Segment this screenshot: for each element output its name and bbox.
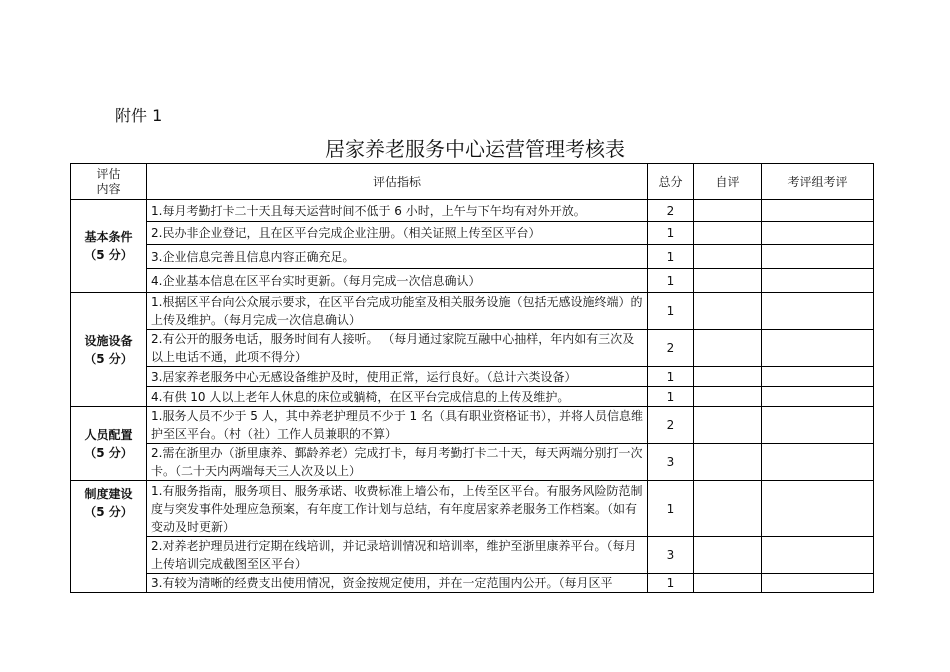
score-cell: 2 bbox=[648, 407, 694, 444]
attachment-label: 附件 1 bbox=[115, 106, 163, 125]
section-systems: 制度建设 （5 分） bbox=[71, 481, 147, 593]
table-row bbox=[71, 245, 874, 269]
indicator-cell: 3.居家养老服务中心无感设备维护及时，使用正常，运行良好。（总计六类设备） bbox=[147, 367, 648, 387]
score-cell: 1 bbox=[648, 222, 694, 245]
table-row bbox=[71, 367, 874, 387]
self-eval-cell[interactable] bbox=[694, 222, 762, 245]
group-eval-cell[interactable] bbox=[762, 245, 874, 269]
table-row bbox=[71, 387, 874, 407]
score-cell: 1 bbox=[648, 574, 694, 593]
score-cell: 1 bbox=[648, 367, 694, 387]
indicator-cell: 1.每月考勤打卡二十天且每天运营时间不低于 6 小时，上午与下午均有对外开放。 bbox=[147, 200, 648, 222]
indicator-cell: 2.需在浙里办（浙里康养、鄞龄养老）完成打卡，每月考勤打卡二十天，每天两端分别打一次卡。（二十天内两端每天三人次及以上） bbox=[147, 444, 648, 481]
group-eval-cell[interactable] bbox=[762, 444, 874, 481]
header-self: 自评 bbox=[694, 164, 762, 200]
indicator-cell: 2.有公开的服务电话，服务时间有人接听。 （每月通过家院互融中心抽样，年内如有三次及以上电话不通，此项不得分） bbox=[147, 330, 648, 367]
indicator-cell: 3.企业信息完善且信息内容正确充足。 bbox=[147, 245, 648, 269]
group-eval-cell[interactable] bbox=[762, 330, 874, 367]
group-eval-cell[interactable] bbox=[762, 222, 874, 245]
indicator-cell: 3.有较为清晰的经费支出使用情况，资金按规定使用，并在一定范围内公开。（每月区平 bbox=[147, 574, 648, 593]
group-eval-cell[interactable] bbox=[762, 367, 874, 387]
table-row bbox=[71, 444, 874, 481]
indicator-cell: 2.民办非企业登记，且在区平台完成企业注册。（相关证照上传至区平台） bbox=[147, 222, 648, 245]
score-cell: 1 bbox=[648, 387, 694, 407]
self-eval-cell[interactable] bbox=[694, 330, 762, 367]
section-basic: 基本条件 （5 分） bbox=[71, 200, 147, 293]
self-eval-cell[interactable] bbox=[694, 200, 762, 222]
self-eval-cell[interactable] bbox=[694, 387, 762, 407]
table-row bbox=[71, 537, 874, 574]
table-row bbox=[71, 574, 874, 593]
score-cell: 3 bbox=[648, 444, 694, 481]
table-row bbox=[71, 222, 874, 245]
table-header-row bbox=[71, 164, 874, 200]
table-row bbox=[71, 330, 874, 367]
table-row bbox=[71, 481, 874, 537]
assessment-table bbox=[70, 163, 874, 593]
table-row bbox=[71, 407, 874, 444]
self-eval-cell[interactable] bbox=[694, 293, 762, 330]
indicator-cell: 1.服务人员不少于 5 人，其中养老护理员不少于 1 名（具有职业资格证书），并将人员信息维护至区平台。（村（社）工作人员兼职的不算） bbox=[147, 407, 648, 444]
self-eval-cell[interactable] bbox=[694, 481, 762, 537]
indicator-cell: 1.根据区平台向公众展示要求，在区平台完成功能室及相关服务设施（包括无感设施终端）的上传及维护。（每月完成一次信息确认） bbox=[147, 293, 648, 330]
header-category: 评估 内容 bbox=[71, 164, 147, 200]
header-group: 考评组考评 bbox=[762, 164, 874, 200]
score-cell: 1 bbox=[648, 269, 694, 293]
self-eval-cell[interactable] bbox=[694, 407, 762, 444]
group-eval-cell[interactable] bbox=[762, 269, 874, 293]
score-cell: 1 bbox=[648, 245, 694, 269]
section-staffing: 人员配置 （5 分） bbox=[71, 407, 147, 481]
table-row bbox=[71, 293, 874, 330]
group-eval-cell[interactable] bbox=[762, 407, 874, 444]
score-cell: 2 bbox=[648, 200, 694, 222]
score-cell: 1 bbox=[648, 481, 694, 537]
self-eval-cell[interactable] bbox=[694, 444, 762, 481]
score-cell: 1 bbox=[648, 293, 694, 330]
group-eval-cell[interactable] bbox=[762, 481, 874, 537]
indicator-cell: 4.有供 10 人以上老年人休息的床位或躺椅，在区平台完成信息的上传及维护。 bbox=[147, 387, 648, 407]
indicator-cell: 4.企业基本信息在区平台实时更新。（每月完成一次信息确认） bbox=[147, 269, 648, 293]
group-eval-cell[interactable] bbox=[762, 537, 874, 574]
self-eval-cell[interactable] bbox=[694, 245, 762, 269]
table-row bbox=[71, 200, 874, 222]
self-eval-cell[interactable] bbox=[694, 574, 762, 593]
section-facilities: 设施设备 （5 分） bbox=[71, 293, 147, 407]
self-eval-cell[interactable] bbox=[694, 537, 762, 574]
score-cell: 3 bbox=[648, 537, 694, 574]
table-row bbox=[71, 269, 874, 293]
group-eval-cell[interactable] bbox=[762, 293, 874, 330]
document-title: 居家养老服务中心运营管理考核表 bbox=[325, 137, 625, 161]
self-eval-cell[interactable] bbox=[694, 269, 762, 293]
indicator-cell: 1.有服务指南，服务项目、服务承诺、收费标准上墙公布，上传至区平台。有服务风险防范制度与突发事件处理应急预案，有年度工作计划与总结，有年度居家养老服务工作档案。（如有变动及时更新） bbox=[147, 481, 648, 537]
group-eval-cell[interactable] bbox=[762, 387, 874, 407]
indicator-cell: 2.对养老护理员进行定期在线培训，并记录培训情况和培训率，维护至浙里康养平台。（每月上传培训完成截图至区平台） bbox=[147, 537, 648, 574]
self-eval-cell[interactable] bbox=[694, 367, 762, 387]
score-cell: 2 bbox=[648, 330, 694, 367]
header-total: 总分 bbox=[648, 164, 694, 200]
header-indicator: 评估指标 bbox=[147, 164, 648, 200]
group-eval-cell[interactable] bbox=[762, 200, 874, 222]
group-eval-cell[interactable] bbox=[762, 574, 874, 593]
